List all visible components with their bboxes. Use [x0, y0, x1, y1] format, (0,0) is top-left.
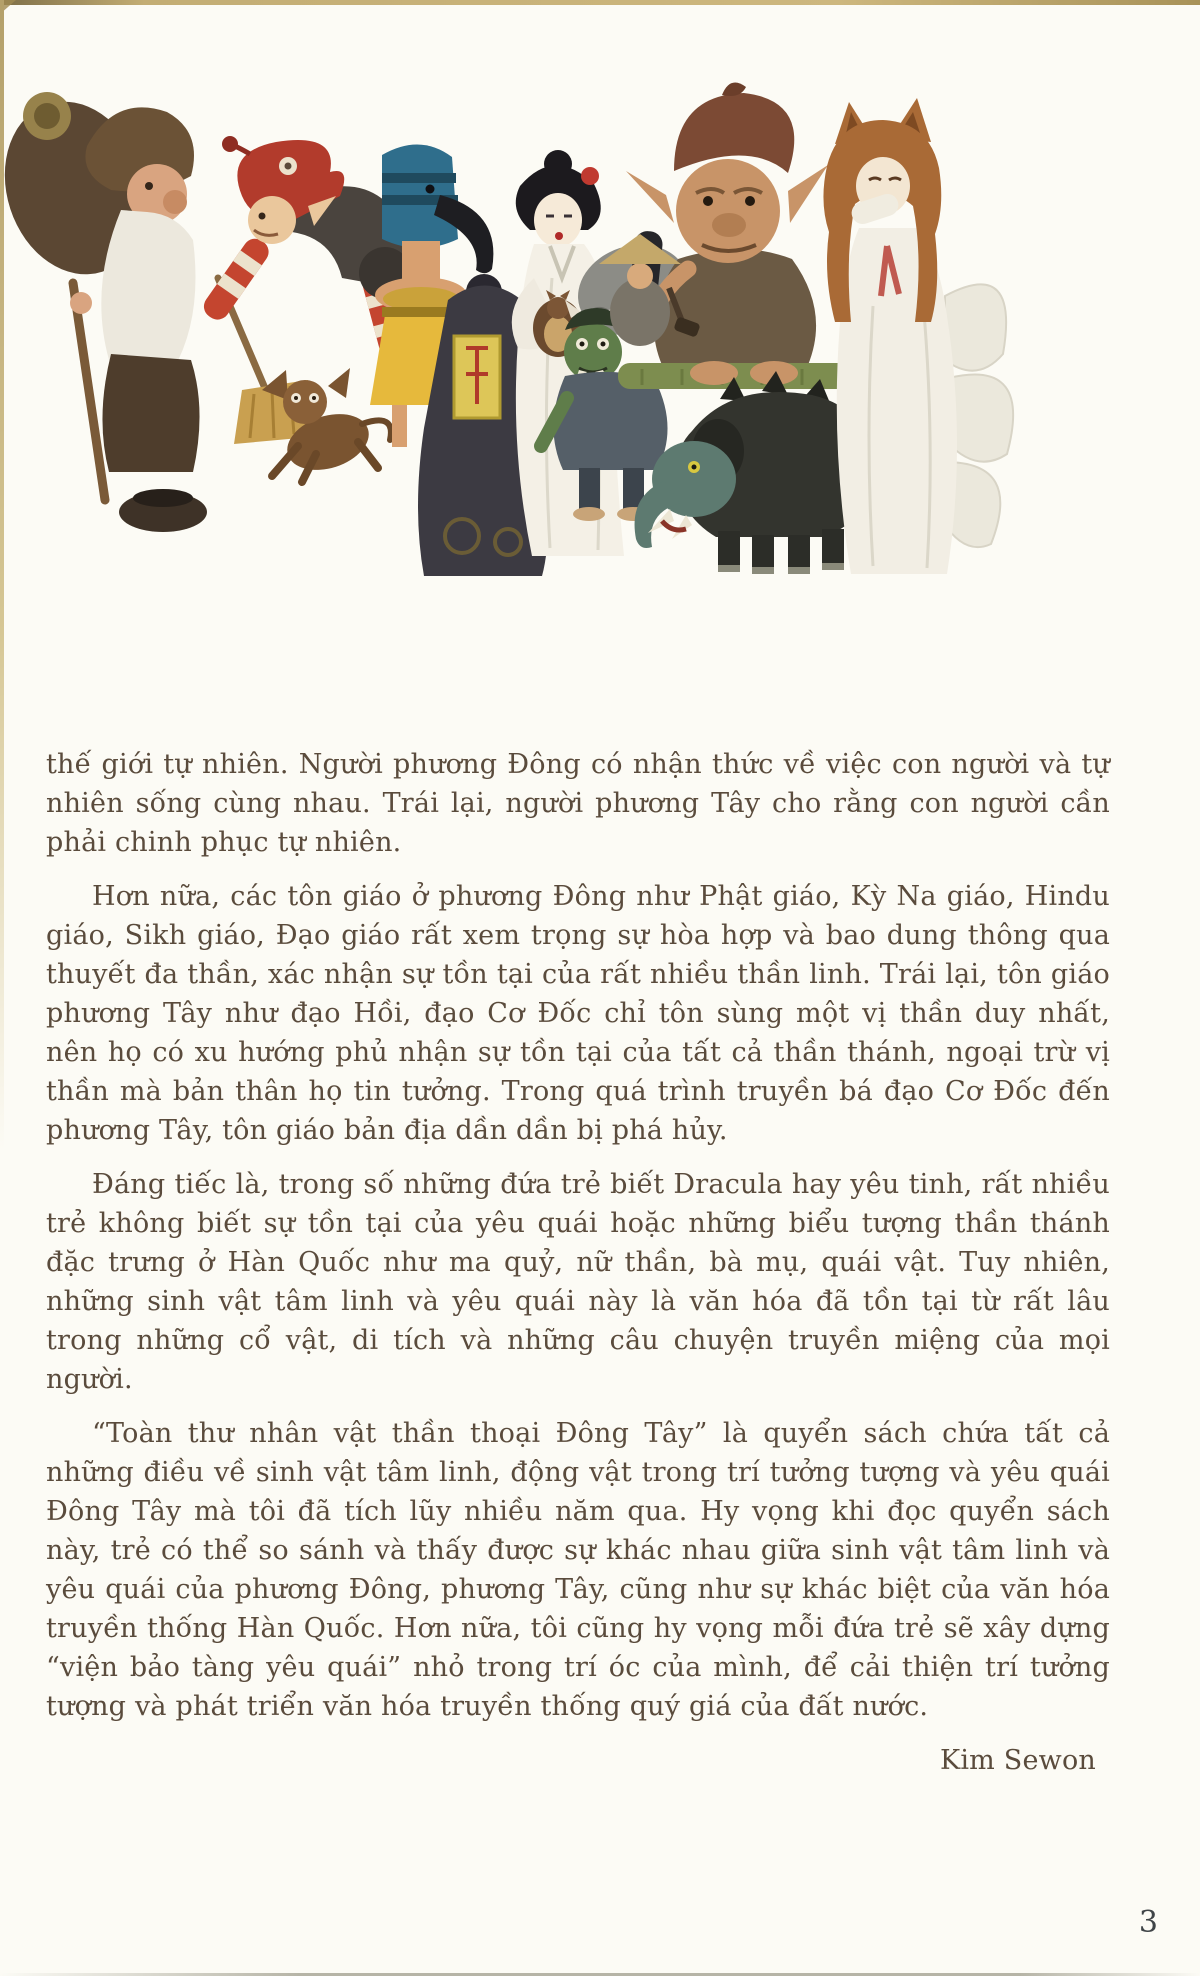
mythical-creatures-illustration [0, 28, 1200, 688]
paragraph-1: thế giới tự nhiên. Người phương Đông có nhận thức về việc con người và tự nhiên sống cùng nhau. Trái lại, người phương Tây cho rằng con người cần phải chinh phục tự nhiên. [46, 749, 1110, 858]
paragraph-4: “Toàn thư nhân vật thần thoại Đông Tây” là quyển sách chứa tất cả những điều về sinh vật tâm linh, động vật trong trí tưởng tượng và yêu quái Đông Tây mà tôi đã tích lũy nhiều năm qua. Hy vọng khi đọc quyển sách này, trẻ có thể so sánh và thấy được sự khác nhau giữa sinh vật tâm linh và yêu quái của phương Đông, phương Tây, cũng như sự khác biệt của văn hóa truyền thống Hàn Quốc. Hơn nữa, tôi cũng hy vọng mỗi đứa trẻ sẽ xây dựng “viện bảo tàng yêu quái” nhỏ trong trí óc của mình, để cải thiện trí tưởng tượng và phát triển văn hóa truyền thống quý giá của đất nước. [46, 1418, 1110, 1722]
body-text [46, 745, 1110, 1780]
paragraph-3: Đáng tiếc là, trong số những đứa trẻ biết Dracula hay yêu tinh, rất nhiều trẻ không biết sự tồn tại của yêu quái hoặc những biểu tượng thần thánh đặc trưng ở Hàn Quốc như ma quỷ, nữ thần, bà mụ, quái vật. Tuy nhiên, những sinh vật tâm linh và yêu quái này là văn hóa đã tồn tại từ rất lâu trong những cổ vật, di tích và những câu chuyện truyền miệng của mọi người. [46, 1169, 1110, 1395]
brown-troll-figure [618, 83, 850, 390]
nine-tailed-fox-woman-figure [823, 98, 1013, 574]
paragraph-2: Hơn nữa, các tôn giáo ở phương Đông như Phật giáo, Kỳ Na giáo, Hindu giáo, Sikh giáo, Đạo giáo rất xem trọng sự hòa hợp và bao dung thông qua thuyết đa thần, xác nhận sự tồn tại của rất nhiều thần linh. Trái lại, tôn giáo phương Tây như đạo Hồi, đạo Cơ Đốc chỉ tôn sùng một vị thần duy nhất, nên họ có xu hướng phủ nhận sự tồn tại của tất cả thần thánh, ngoại trừ vị thần mà bản thân họ tin tưởng. Trong quá trình truyền bá đạo Cơ Đốc đến phương Tây, tôn giáo bản địa dần dần bị phá hủy. [46, 881, 1110, 1146]
page-edge-top [0, 0, 1200, 5]
page-number: 3 [1138, 1905, 1158, 1940]
elder-dwarf-figure [0, 83, 207, 532]
author-signature: Kim Sewon [939, 1745, 1096, 1776]
